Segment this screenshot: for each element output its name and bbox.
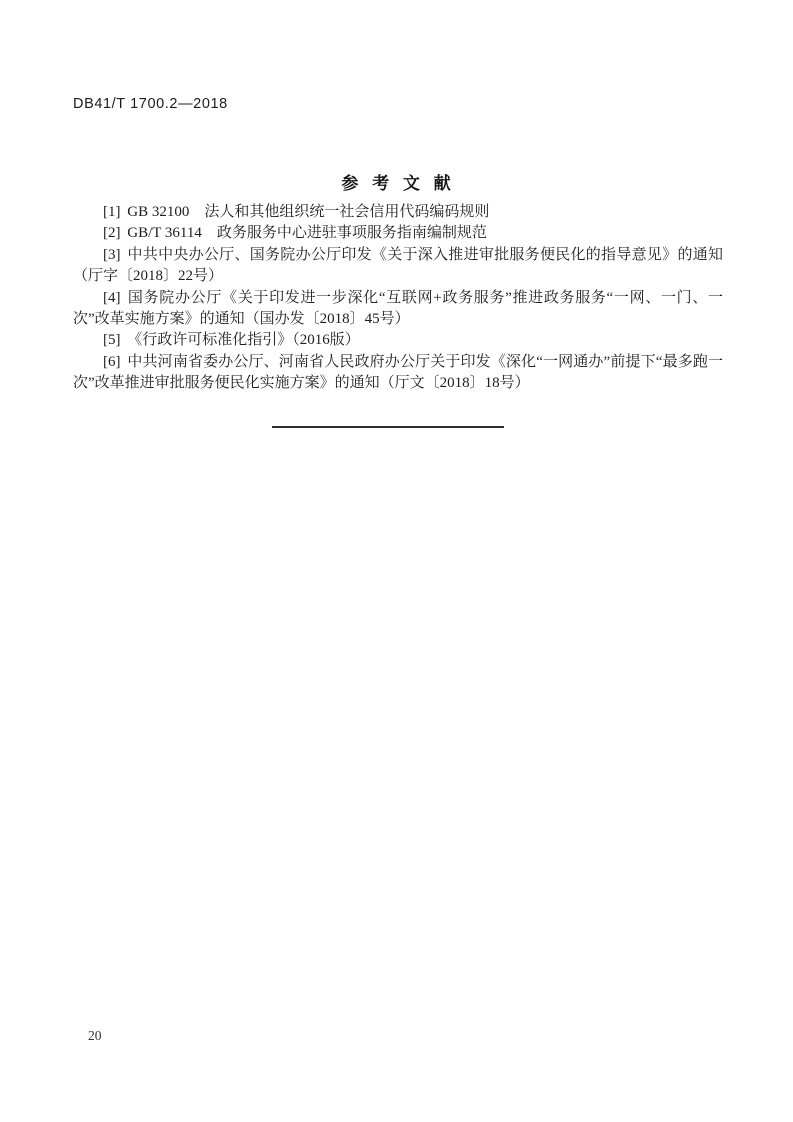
reference-label: [4] <box>103 289 121 306</box>
reference-text: GB/T 36114 政务服务中心进驻事项服务指南编制规范 <box>127 225 487 242</box>
reference-label: [3] <box>103 246 121 263</box>
reference-item <box>73 330 723 351</box>
reference-text: 《行政许可标准化指引》（2016版） <box>127 332 360 349</box>
reference-item <box>73 202 723 223</box>
reference-item <box>73 223 723 244</box>
end-of-document-rule <box>272 426 504 428</box>
reference-item <box>73 288 723 331</box>
reference-item <box>73 352 723 395</box>
standard-number-header: DB41/T 1700.2—2018 <box>73 96 228 112</box>
reference-label: [6] <box>103 353 121 370</box>
reference-text: 中共河南省委办公厅、河南省人民政府办公厅关于印发《深化“一网通办”前提下“最多跑一次”改革推进审批服务便民化实施方案》的通知（厅文〔2018〕18号） <box>73 353 723 392</box>
reference-label: [1] <box>103 204 121 220</box>
reference-text: GB 32100 法人和其他组织统一社会信用代码编码规则 <box>127 204 490 220</box>
reference-label: [2] <box>103 225 121 242</box>
reference-text: 国务院办公厅《关于印发进一步深化“互联网+政务服务”推进政务服务“一网、一门、一次”改革实施方案》的通知（国办发〔2018〕45号） <box>73 289 723 328</box>
page-title: 参 考 文 献 <box>341 174 452 193</box>
reference-item <box>73 245 723 288</box>
reference-list <box>73 202 723 395</box>
page-number: 20 <box>88 1028 102 1043</box>
reference-text: 中共中央办公厅、国务院办公厅印发《关于深入推进审批服务便民化的指导意见》的通知（厅字〔2018〕22号） <box>73 246 723 285</box>
reference-label: [5] <box>103 332 121 349</box>
